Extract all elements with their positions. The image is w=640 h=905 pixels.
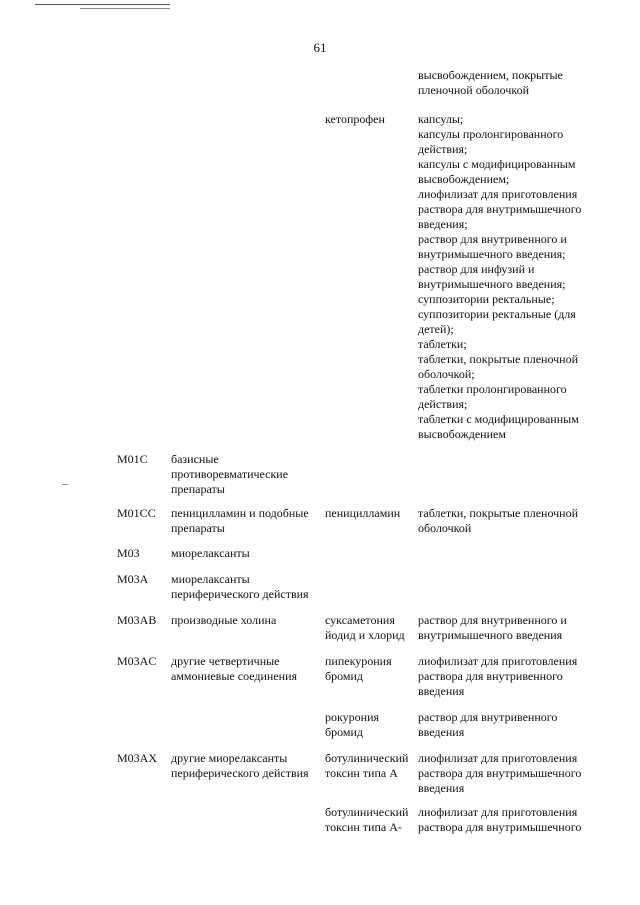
dosage-form-line: лиофилизат для приготовления [418, 187, 578, 201]
substance-name-cell [325, 710, 420, 740]
atc-code-line: M03AB [117, 613, 157, 627]
page-number: 61 [313, 40, 327, 55]
substance-name-line: пипекурония [325, 654, 392, 668]
group-name-line: пеницилламин и подобные [171, 506, 309, 520]
group-name-line: противоревматические [171, 467, 289, 481]
substance-name-line: рокурония [325, 710, 380, 724]
dosage-form-cell [418, 506, 608, 536]
group-name-line: аммониевые соединения [171, 669, 298, 683]
substance-name-cell [325, 805, 420, 835]
dosage-form-line: капсулы с модифицированным [418, 157, 576, 171]
group-name-line: производные холина [171, 613, 277, 627]
dosage-form-line: капсулы пролонгированного [418, 127, 564, 141]
substance-name-line: пеницилламин [325, 506, 401, 520]
substance-name-line: бромид [325, 725, 363, 739]
group-name-cell [171, 572, 321, 602]
substance-name-cell [325, 613, 420, 643]
dosage-form-cell [418, 68, 608, 98]
substance-name-line: бромид [325, 669, 363, 683]
substance-name-line: суксаметония [325, 613, 395, 627]
group-name-line: периферического действия [171, 766, 309, 780]
dosage-form-line: детей); [418, 322, 454, 336]
group-name-cell [171, 452, 321, 497]
dosage-form-line: таблетки пролонгированного [418, 382, 567, 396]
dosage-form-line: раствор для инфузий и [418, 262, 535, 276]
dosage-form-line: высвобождением; [418, 172, 510, 186]
dosage-form-line: таблетки с модифицированным [418, 412, 579, 426]
atc-code-cell [117, 506, 167, 521]
atc-code-cell [117, 751, 167, 766]
atc-code-line: M03AX [117, 751, 158, 765]
group-name-cell [171, 613, 321, 628]
atc-code-cell [117, 654, 167, 669]
atc-code-line: M01CC [117, 506, 156, 520]
atc-code-line: M01C [117, 452, 148, 466]
dosage-form-line: раствора для внутримышечного [418, 820, 582, 834]
top-rule [35, 4, 170, 5]
dosage-form-line: действия; [418, 142, 468, 156]
dosage-form-line: введения; [418, 217, 468, 231]
group-name-line: препараты [171, 521, 225, 535]
dosage-form-line: высвобождением [418, 427, 506, 441]
group-name-line: миорелаксанты [171, 546, 250, 560]
dosage-form-line: высвобождением, покрытые [418, 68, 563, 82]
dosage-form-line: внутримышечного введения; [418, 247, 566, 261]
dosage-form-line: раствор для внутривенного и [418, 613, 567, 627]
dosage-form-line: таблетки; [418, 337, 467, 351]
dosage-form-line: введения [418, 725, 465, 739]
dosage-form-line: суппозитории ректальные; [418, 292, 555, 306]
dosage-form-line: раствор для внутривенного и [418, 232, 567, 246]
dosage-form-line: оболочкой [418, 521, 472, 535]
group-name-line: базисные [171, 452, 219, 466]
dosage-form-cell [418, 751, 608, 796]
dosage-form-line: внутримышечного введения [418, 628, 563, 642]
top-rule-secondary [80, 8, 170, 9]
dosage-form-line: введения [418, 781, 465, 795]
margin-mark [62, 484, 68, 485]
dosage-form-line: раствора для внутривенного [418, 669, 563, 683]
group-name-line: периферического действия [171, 587, 309, 601]
atc-code-cell [117, 613, 167, 628]
dosage-form-line: таблетки, покрытые пленочной [418, 352, 579, 366]
substance-name-cell [325, 654, 420, 684]
dosage-form-cell [418, 710, 608, 740]
dosage-form-cell [418, 112, 608, 442]
group-name-cell [171, 546, 321, 561]
group-name-cell [171, 751, 321, 781]
substance-name-line: йодид и хлорид [325, 628, 405, 642]
group-name-cell [171, 506, 321, 536]
atc-code-cell [117, 452, 167, 467]
atc-code-cell [117, 546, 167, 561]
atc-code-cell [117, 572, 167, 587]
atc-code-line: M03A [117, 572, 149, 586]
dosage-form-line: раствора для внутримышечного [418, 766, 582, 780]
group-name-cell [171, 654, 321, 684]
substance-name-line: ботулинический [325, 805, 409, 819]
group-name-line: другие четвертичные [171, 654, 280, 668]
dosage-form-line: раствора для внутримышечного [418, 202, 582, 216]
dosage-form-cell [418, 613, 608, 643]
substance-name-line: токсин типа А [325, 766, 398, 780]
substance-name-line: ботулинический [325, 751, 409, 765]
substance-name-cell [325, 506, 420, 521]
dosage-form-cell [418, 654, 608, 699]
substance-name-cell [325, 751, 420, 781]
dosage-form-line: раствор для внутривенного [418, 710, 558, 724]
dosage-form-line: введения [418, 684, 465, 698]
dosage-form-line: капсулы; [418, 112, 464, 126]
atc-code-line: M03AC [117, 654, 157, 668]
dosage-form-line: действия; [418, 397, 468, 411]
dosage-form-line: лиофилизат для приготовления [418, 654, 578, 668]
dosage-form-line: внутримышечного введения; [418, 277, 566, 291]
group-name-line: другие миорелаксанты [171, 751, 288, 765]
group-name-line: миорелаксанты [171, 572, 250, 586]
substance-name-cell [325, 112, 420, 127]
dosage-form-line: лиофилизат для приготовления [418, 751, 578, 765]
substance-name-line: токсин типа А- [325, 820, 402, 834]
atc-code-line: M03 [117, 546, 140, 560]
dosage-form-cell [418, 805, 608, 835]
group-name-line: препараты [171, 482, 225, 496]
substance-name-line: кетопрофен [325, 112, 385, 126]
dosage-form-line: суппозитории ректальные (для [418, 307, 576, 321]
dosage-form-line: пленочной оболочкой [418, 83, 530, 97]
dosage-form-line: лиофилизат для приготовления [418, 805, 578, 819]
dosage-form-line: таблетки, покрытые пленочной [418, 506, 579, 520]
dosage-form-line: оболочкой; [418, 367, 475, 381]
